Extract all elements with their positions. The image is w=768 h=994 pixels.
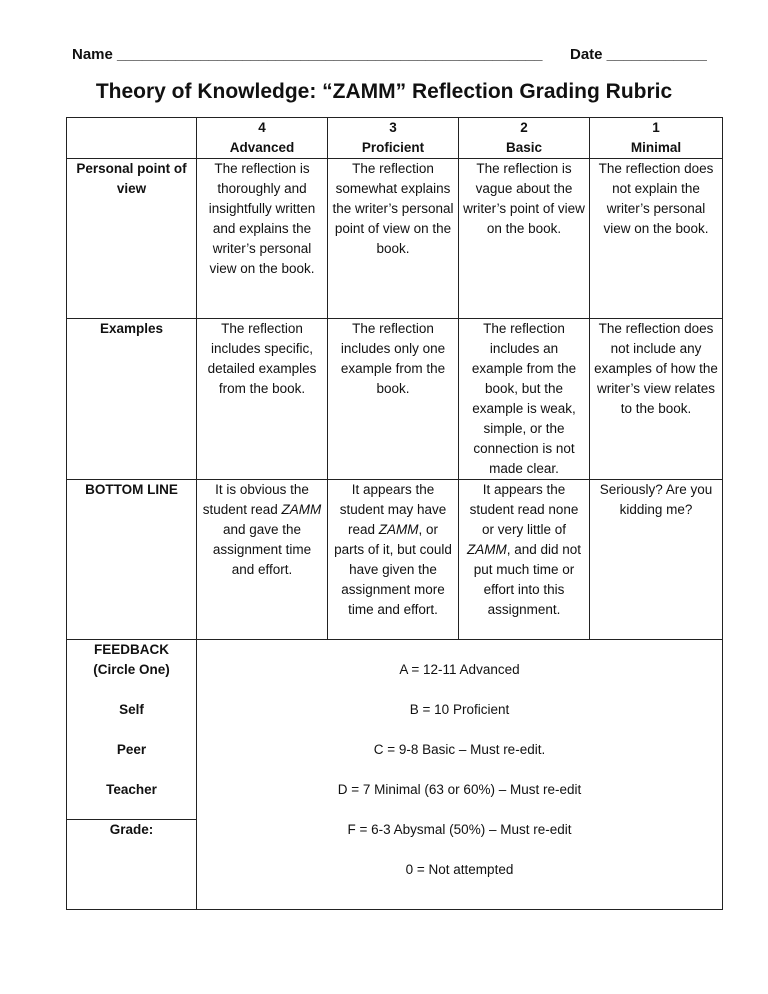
book-title: ZAMM (378, 522, 419, 537)
criterion-cell: The reflection does not explain the writer’s personal view on the book. (590, 159, 723, 319)
feedback-option-teacher[interactable]: Teacher (106, 782, 157, 797)
criterion-cell: The reflection is vague about the writer’s point of view on the book. (459, 159, 590, 319)
text-run: It appears the student read none or very little of (469, 482, 579, 537)
feedback-subtitle: (Circle One) (93, 662, 170, 677)
criterion-cell (328, 480, 459, 640)
criterion-cell: The reflection includes an example from the book, but the example is weak, simple, or the connection is not made clear. (459, 319, 590, 480)
level-name: Minimal (630, 140, 682, 155)
criterion-cell (459, 480, 590, 640)
text-run: , and did not put much time or effort into this assignment. (473, 542, 582, 617)
row-label: Personal point of view (67, 159, 197, 319)
grade-scale-item: F = 6-3 Abysmal (50%) – Must re-edit (347, 822, 572, 837)
row-label: Examples (67, 319, 197, 480)
grade-label[interactable]: Grade: (67, 820, 197, 910)
rubric-row-bottom-line (67, 480, 723, 640)
book-title: ZAMM (281, 502, 322, 517)
rubric-row-personal-view (67, 159, 723, 319)
row-label: BOTTOM LINE (67, 480, 197, 640)
column-header-advanced (197, 118, 328, 159)
feedback-option-self[interactable]: Self (119, 702, 144, 717)
score-value: 3 (389, 120, 397, 135)
criterion-cell: Seriously? Are you kidding me? (590, 480, 723, 640)
criterion-cell: The reflection is thoroughly and insightfully written and explains the writer’s personal view on the book. (197, 159, 328, 319)
feedback-cell (67, 640, 197, 820)
name-field-label[interactable]: Name ___________________________________________________ (72, 46, 543, 63)
criterion-cell: The reflection includes only one example from the book. (328, 319, 459, 480)
grade-scale-item: 0 = Not attempted (405, 862, 514, 877)
level-name: Proficient (361, 140, 425, 155)
feedback-title: FEEDBACK (93, 642, 169, 657)
level-name: Advanced (229, 140, 295, 155)
feedback-row (67, 640, 723, 820)
criterion-cell (197, 480, 328, 640)
grade-scale-cell (197, 640, 723, 910)
score-value: 2 (520, 120, 528, 135)
score-value: 1 (652, 120, 660, 135)
column-header-minimal (590, 118, 723, 159)
criterion-cell: The reflection includes specific, detailed examples from the book. (197, 319, 328, 480)
book-title: ZAMM (466, 542, 507, 557)
grade-scale-item: D = 7 Minimal (63 or 60%) – Must re-edit (337, 782, 582, 797)
criterion-cell: The reflection does not include any examples of how the writer’s view relates to the book. (590, 319, 723, 480)
page-title: Theory of Knowledge: “ZAMM” Reflection Grading Rubric (95, 80, 673, 103)
criterion-cell: The reflection somewhat explains the writer’s personal point of view on the book. (328, 159, 459, 319)
rubric-row-examples (67, 319, 723, 480)
text-run: , or parts of it, but could have given the assignment more time and effort. (334, 522, 452, 617)
grade-scale-item: A = 12-11 Advanced (399, 662, 520, 677)
date-field-label[interactable]: Date ____________ (570, 46, 707, 63)
grade-scale-item: C = 9-8 Basic – Must re-edit. (373, 742, 546, 757)
text-run: and gave the assignment time and effort. (212, 522, 312, 577)
rubric-table (66, 117, 723, 910)
score-value: 4 (258, 120, 266, 135)
grade-scale-item: B = 10 Proficient (409, 702, 510, 717)
column-header-basic (459, 118, 590, 159)
text-run: It appears the student may have read (339, 482, 447, 537)
text-run: It is obvious the student read (202, 482, 309, 517)
level-name: Basic (505, 140, 543, 155)
corner-cell (67, 118, 197, 159)
feedback-option-peer[interactable]: Peer (116, 742, 147, 757)
column-header-proficient (328, 118, 459, 159)
header-row (67, 118, 723, 159)
